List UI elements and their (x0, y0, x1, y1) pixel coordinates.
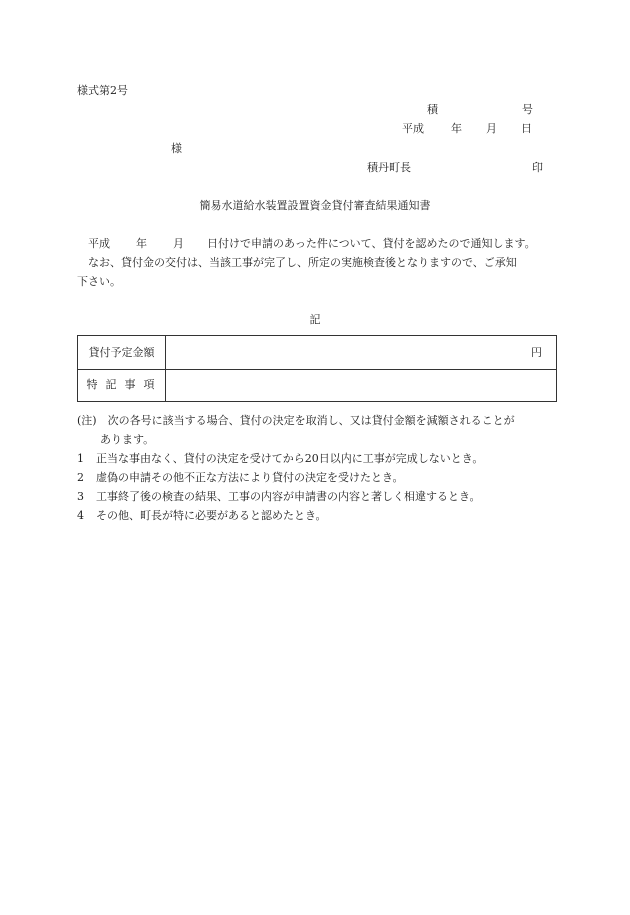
note-item-text: 正当な事由なく、貸付の決定を受けてから20日以内に工事が完成しないとき。 (96, 452, 484, 465)
body-era: 平成 (88, 237, 110, 250)
body-line-2: なお、貸付金の交付は、当該工事が完了し、所定の実施検査後となりますので、ご承知 (88, 256, 517, 269)
body-month: 月 (173, 237, 184, 250)
loan-table (77, 335, 557, 402)
note-item-text: その他、町長が特に必要があると認めたとき。 (96, 509, 327, 522)
date-month: 月 (486, 122, 497, 135)
body-year: 年 (136, 237, 147, 250)
issuer-name: 積丹町長 (367, 161, 411, 174)
note-item-text: 虚偽の申請その他不正な方法により貸付の決定を受けたとき。 (96, 471, 404, 484)
ki-heading: 記 (309, 313, 321, 326)
reference-go: 号 (522, 103, 533, 116)
note-item-text: 工事終了後の検査の結果、工事の内容が申請書の内容と著しく相違するとき。 (96, 490, 481, 503)
date-day: 日 (521, 122, 532, 135)
body-line-1-text: 日付けで申請のあった件について、貸付を認めたので通知します。 (207, 237, 536, 250)
note-item-number: 1 (77, 452, 84, 465)
table-row (78, 336, 556, 370)
issuer-seal: 印 (532, 161, 543, 174)
yen-unit: 円 (531, 346, 542, 359)
body-line-3: 下さい。 (77, 275, 121, 288)
list-item (77, 452, 483, 466)
note-item-number: 3 (77, 490, 84, 503)
special-notes-value (166, 369, 556, 401)
loan-amount-value (166, 336, 556, 369)
note-intro-line-1: (注) 次の各号に該当する場合、貸付の決定を取消し、又は貸付金額を減額されることが (77, 414, 515, 427)
special-notes-label: 特記事項 (78, 369, 166, 401)
table-row (78, 369, 556, 401)
reference-seki: 積 (427, 103, 438, 116)
date-era: 平成 (402, 122, 424, 135)
loan-amount-label: 貸付予定金額 (78, 336, 166, 369)
list-item (77, 509, 327, 523)
document-title: 簡易水道給水装置設置資金貸付審査結果通知書 (199, 199, 431, 212)
body-line-1 (88, 237, 536, 251)
list-item (77, 471, 404, 485)
note-intro-line-2: あります。 (100, 433, 155, 446)
note-item-number: 4 (77, 509, 84, 522)
date-year: 年 (451, 122, 462, 135)
note-item-number: 2 (77, 471, 84, 484)
recipient-suffix: 様 (171, 142, 182, 155)
form-number: 様式第2号 (77, 84, 128, 97)
list-item (77, 490, 481, 504)
